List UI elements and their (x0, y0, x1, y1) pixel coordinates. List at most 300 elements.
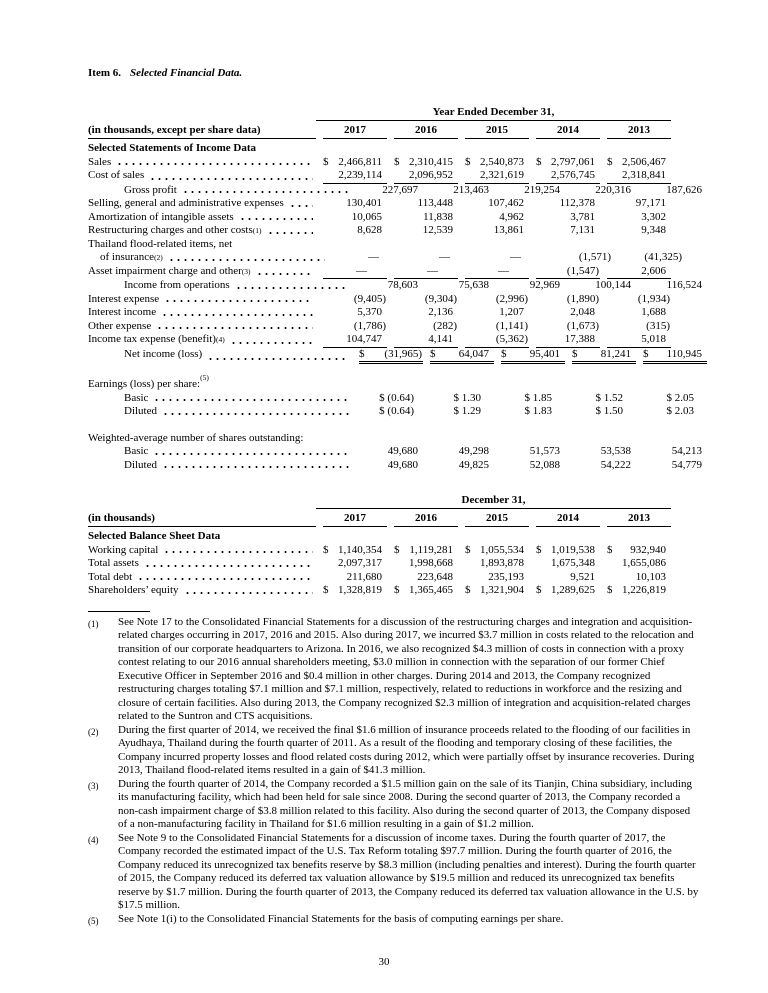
row-label: Total assets (88, 557, 139, 569)
cell-value: 9,348 (641, 224, 666, 236)
value-cell (430, 392, 494, 406)
cell-value: (1,890) (566, 292, 599, 305)
value-cell (572, 459, 636, 473)
row-label-cell: Income tax expense (benefit) (4) (88, 333, 316, 348)
cell-value: 2,239,114 (338, 169, 382, 181)
value-cell (607, 333, 671, 348)
value-cell (607, 557, 671, 571)
value-cell (548, 251, 612, 265)
cell-value: (9,405) (353, 292, 386, 305)
footnote-text: See Note 17 to the Consolidated Financial Statements for a discussion of the restructuring charges and integration and acquisition-related charges occurring in 2017, 2016 and 2015. Also during 2017, we incurred $3.7 million in costs related to the relocation and transition of our corporate headquarters to Arizona. In 2016, we also recognized $4.3 million of costs in connection with a proxy contest relating to our 2016 annual shareholders meeting, $3.0 million in connection with the separation of our former Chief Executive Officer in September 2016 and $0.4 million in other charges. During 2014 and 2013, the Company recognized restructuring charges totaling $7.1 million and $7.1 million, respectively, related to reductions in workforce and the resizing and closure of certain facilities. Also during 2013, the Company recognized $2.3 million of integration and acquisition-related charges related to the Suntron and CTS acquisitions. (118, 615, 694, 722)
value-cell (572, 405, 636, 419)
value-cell (607, 306, 671, 320)
cell-value: (5,362) (495, 333, 528, 345)
year-column-header: 2015 (465, 512, 529, 527)
cell-value: 112,378 (559, 197, 595, 209)
cell-value: 10,065 (351, 210, 382, 223)
table-row (88, 445, 702, 459)
balance-table-period-row (88, 494, 671, 509)
value-cell (323, 557, 387, 571)
row-label-cell (88, 584, 316, 598)
cell-value: 5,018 (641, 333, 666, 345)
value-cell (323, 224, 387, 238)
year-column-header: 2013 (607, 124, 671, 139)
income-table-body (88, 142, 702, 472)
value-cell (643, 445, 707, 459)
value-cell (323, 571, 387, 585)
cell-value: 7,131 (570, 224, 595, 236)
value-cell (643, 279, 707, 293)
value-cell (536, 156, 600, 170)
value-cell (394, 557, 458, 571)
cell-value: 220,316 (595, 183, 631, 196)
value-cell (359, 184, 423, 198)
table-row (88, 169, 671, 184)
footnote-number: (2) (88, 726, 99, 737)
dollar-sign: $ (323, 584, 329, 596)
value-cell (394, 333, 458, 348)
cell-value: 3,302 (641, 210, 666, 223)
row-label-cell (88, 184, 352, 198)
cell-value: $ 1.52 (595, 391, 623, 404)
dot-leader (267, 226, 313, 237)
dollar-sign: $ (501, 347, 507, 360)
cell-value: $ (0.64) (379, 391, 414, 404)
value-cell (394, 293, 458, 307)
row-label: Shareholders’ equity (88, 584, 179, 596)
dot-leader (239, 212, 313, 223)
table-row-spacer (88, 419, 671, 432)
balance-table-body (88, 530, 671, 598)
value-cell (477, 251, 541, 265)
row-label-cell (88, 571, 316, 585)
year-column-header: 2014 (536, 124, 600, 139)
footnote-item (88, 616, 700, 724)
value-cell (501, 279, 565, 293)
cell-value: (1,786) (353, 319, 386, 332)
value-cell (501, 459, 565, 473)
dot-leader (289, 199, 313, 210)
balance-table-year-row (88, 509, 671, 527)
value-cell (607, 584, 671, 598)
footnote-number: (3) (88, 780, 99, 791)
row-label: Restructuring charges and other costs (88, 224, 253, 236)
footnote-number: (5) (88, 915, 99, 926)
value-cell (607, 320, 671, 334)
value-cell (501, 184, 565, 198)
value-cell (607, 571, 671, 585)
row-label: Selected Balance Sheet Data (88, 530, 221, 542)
row-label: Working capital (88, 543, 159, 556)
value-cell (465, 224, 529, 238)
year-column-header: 2016 (394, 124, 458, 139)
table-row (88, 584, 671, 598)
year-column-header: 2013 (607, 512, 671, 527)
value-cell (643, 459, 707, 473)
value-cell (394, 320, 458, 334)
value-cell (323, 544, 387, 558)
dollar-sign: $ (572, 347, 578, 360)
table-row (88, 306, 671, 320)
cell-value: (9,304) (424, 292, 457, 305)
row-header: (in thousands) (88, 512, 316, 527)
value-cell (359, 279, 423, 293)
dollar-sign: $ (607, 155, 613, 168)
dot-leader (207, 352, 349, 363)
dot-leader (230, 336, 313, 347)
cell-value: 10,103 (635, 570, 666, 583)
value-cell (394, 156, 458, 170)
table-row (88, 197, 671, 211)
period-header: Year Ended December 31, (316, 106, 671, 121)
value-cell (501, 445, 565, 459)
cell-value: 9,521 (570, 570, 595, 583)
value-cell (643, 348, 707, 365)
dollar-sign: $ (607, 543, 613, 556)
value-cell (394, 584, 458, 598)
cell-value: 49,680 (387, 445, 418, 457)
footnote-text: See Note 9 to the Consolidated Financial Statements for a discussion of income taxes. During the fourth quarter of 2017, the Company recorded the estimated impact of the U.S. Tax Reform totaling $97.7 million. During the fourth quarter of 2016, the Company reduced its unrecognized tax benefits reserve by $8.3 million (including penalties and interest). During the fourth quarter of 2015, the Company reduced its deferred tax valuation allowance by $19.5 million and reduced its unrecognized tax benefits reserve by $1.7 million. During the fourth quarter of 2013, the Company reduced its deferred tax valuation allowance in the U.S. by $17.5 million. (118, 831, 699, 911)
dot-leader (116, 157, 313, 168)
value-cell (465, 306, 529, 320)
row-label-cell (88, 306, 316, 320)
year-column-header: 2016 (394, 512, 458, 527)
table-row (88, 293, 671, 307)
value-cell (465, 544, 529, 558)
cell-value: 54,222 (600, 458, 631, 471)
cell-value: 97,171 (635, 197, 666, 209)
value-cell (430, 445, 494, 459)
value-cell (394, 197, 458, 211)
row-label-cell (88, 405, 352, 419)
value-cell (465, 557, 529, 571)
cell-value: (31,965) (384, 347, 422, 360)
value-cell (323, 265, 387, 280)
row-label: Amortization of intangible assets (88, 210, 234, 223)
table-row (88, 333, 671, 348)
value-cell (465, 584, 529, 598)
cell-value: 2,321,619 (480, 169, 524, 181)
footnote-item (88, 724, 700, 778)
period-header: December 31, (316, 494, 671, 509)
cell-value: (1,571) (578, 251, 611, 263)
year-column-header: 2014 (536, 512, 600, 527)
cell-value: 932,940 (630, 543, 666, 556)
dot-leader (184, 586, 313, 597)
row-label-cell (88, 557, 316, 571)
value-cell (572, 445, 636, 459)
row-label: Weighted-average number of shares outstanding: (88, 431, 304, 444)
cell-value: 11,838 (423, 210, 453, 223)
cell-value: 53,538 (600, 445, 631, 457)
cell-value: 92,969 (529, 279, 560, 291)
row-label-cell: Restructuring charges and other costs (1) (88, 224, 316, 238)
cell-value: — (510, 251, 521, 263)
value-cell (394, 306, 458, 320)
dollar-sign: $ (323, 155, 329, 168)
cell-value: 95,401 (529, 347, 560, 360)
section-heading (88, 66, 700, 80)
row-label-cell (88, 211, 316, 225)
cell-value: 4,962 (499, 210, 524, 223)
cell-value: $ 1.83 (524, 405, 552, 417)
value-cell (536, 211, 600, 225)
dollar-sign: $ (643, 347, 649, 360)
table-row (88, 238, 671, 252)
row-label-cell (88, 169, 316, 184)
value-cell (323, 306, 387, 320)
row-label: Selected Statements of Income Data (88, 142, 257, 154)
table-row (88, 405, 694, 419)
value-cell (536, 293, 600, 307)
cell-value: 1,675,348 (551, 557, 595, 569)
cell-value: 81,241 (600, 347, 631, 360)
value-cell (430, 279, 494, 293)
cell-value: (2,996) (495, 292, 528, 305)
cell-value: (41,325) (644, 251, 682, 263)
table-row (88, 544, 671, 558)
row-label-cell: of insurance (2) (88, 251, 328, 265)
row-label-cell (88, 320, 316, 334)
dot-leader (182, 185, 349, 196)
table-row (88, 211, 671, 225)
value-cell (536, 584, 600, 598)
table-row (88, 571, 671, 585)
dollar-sign: $ (536, 543, 542, 556)
value-cell (430, 184, 494, 198)
value-cell (335, 251, 399, 265)
value-cell (394, 544, 458, 558)
cell-value: 2,576,745 (551, 169, 595, 181)
cell-value: 2,797,061 (551, 155, 595, 168)
cell-value: 1,328,819 (338, 584, 382, 596)
row-label-cell (88, 197, 316, 211)
footnote-number: (4) (88, 834, 99, 845)
table-row (88, 183, 702, 198)
cell-value: 75,638 (458, 279, 489, 291)
dollar-sign: $ (359, 347, 365, 360)
value-cell (536, 197, 600, 211)
value-cell (607, 156, 671, 170)
cell-value: 17,388 (564, 333, 595, 345)
cell-value: $ 1.50 (595, 405, 623, 417)
cell-value: 4,141 (428, 333, 453, 345)
row-label: Diluted (124, 458, 157, 471)
cell-value: 1,019,538 (551, 543, 595, 556)
dollar-sign: $ (465, 584, 471, 596)
row-label: of insurance (100, 251, 155, 263)
value-cell (607, 169, 671, 184)
row-label-cell: Asset impairment charge and other (3) (88, 265, 316, 280)
cell-value: 1,289,625 (551, 584, 595, 596)
dot-leader (153, 447, 349, 458)
cell-value: 219,254 (524, 183, 560, 196)
row-label: Interest expense (88, 292, 160, 305)
cell-value: 235,193 (488, 570, 524, 583)
value-cell (359, 405, 423, 419)
row-label-cell (88, 156, 316, 170)
dot-leader (156, 321, 313, 332)
cell-value: 54,779 (671, 458, 702, 471)
value-cell (323, 293, 387, 307)
table-row (88, 432, 671, 446)
value-cell (465, 293, 529, 307)
cell-value: 5,370 (357, 306, 382, 318)
value-cell (465, 320, 529, 334)
row-label-cell (88, 459, 352, 473)
cell-value: 2,096,952 (409, 169, 453, 181)
value-cell (607, 224, 671, 238)
cell-value: $ 2.03 (666, 405, 694, 417)
value-cell (359, 459, 423, 473)
value-cell (465, 197, 529, 211)
dollar-sign: $ (607, 584, 613, 596)
item-number: Item 6. (88, 67, 121, 79)
cell-value: 116,524 (666, 279, 702, 291)
row-label: Other expense (88, 319, 152, 332)
value-cell (536, 224, 600, 238)
dollar-sign: $ (536, 155, 542, 168)
table-row (88, 557, 671, 571)
value-cell (536, 557, 600, 571)
cell-value: $ 2.05 (666, 391, 694, 404)
value-cell (323, 169, 387, 184)
value-cell (572, 279, 636, 293)
cell-value: 2,136 (428, 306, 453, 318)
value-cell (359, 392, 423, 406)
value-cell (536, 544, 600, 558)
cell-value: 2,318,841 (622, 169, 666, 181)
item-title: Selected Financial Data. (130, 67, 243, 79)
dot-leader (161, 308, 313, 319)
dot-leader (164, 294, 313, 305)
cell-value: 8,628 (357, 224, 382, 236)
value-cell (536, 320, 600, 334)
footnote-text: See Note 1(i) to the Consolidated Financial Statements for the basis of computing earnings per share. (118, 912, 564, 925)
value-cell (572, 184, 636, 198)
cell-value: 107,462 (488, 197, 524, 209)
cell-value: 130,401 (346, 197, 382, 209)
dollar-sign: $ (394, 543, 400, 556)
value-cell (394, 211, 458, 225)
cell-value: 213,463 (453, 183, 489, 196)
income-statement-table (88, 106, 702, 472)
table-row (88, 373, 671, 392)
footnote-divider (88, 611, 150, 612)
cell-value: 1,893,878 (480, 557, 524, 569)
value-cell (536, 306, 600, 320)
footnote-item (88, 778, 700, 832)
value-cell (607, 265, 671, 280)
table-row-spacer (88, 364, 671, 378)
cell-value: 49,825 (458, 458, 489, 471)
value-cell (536, 571, 600, 585)
value-cell (465, 156, 529, 170)
dot-leader (168, 253, 325, 264)
cell-value: (1,141) (495, 319, 528, 332)
value-cell (323, 584, 387, 598)
cell-value: (315) (646, 319, 670, 332)
value-cell (394, 265, 458, 280)
dot-leader (235, 281, 349, 292)
cell-value: — (439, 251, 450, 263)
cell-value: — (498, 264, 509, 277)
value-cell (323, 197, 387, 211)
dot-leader (162, 460, 349, 471)
cell-value: $ (0.64) (379, 405, 414, 417)
value-cell (643, 405, 707, 419)
value-cell (536, 169, 600, 184)
value-cell (394, 224, 458, 238)
row-header: (in thousands, except per share data) (88, 124, 316, 139)
row-label: Total debt (88, 570, 133, 583)
value-cell (643, 184, 707, 198)
row-label: Earnings (loss) per share: (88, 378, 201, 390)
dot-leader (256, 267, 314, 278)
footnote-number: (1) (88, 618, 99, 629)
income-table-period-row (88, 106, 671, 121)
row-label-cell (88, 392, 352, 406)
cell-value: (282) (433, 319, 457, 332)
value-cell (607, 293, 671, 307)
cell-value: 1,998,668 (409, 557, 453, 569)
row-label: Cost of sales (88, 169, 145, 181)
value-cell (465, 265, 529, 280)
dollar-sign: $ (323, 543, 329, 556)
cell-value: — (427, 264, 438, 277)
value-cell (323, 320, 387, 334)
footnote-text: During the fourth quarter of 2014, the Company recorded a $1.5 million gain on the sale of its Tianjin, China subsidiary, including its manufacturing facility, which had been held for sale since 2008. During the second quarter of 2013, the Company recorded a non-cash impairment charge of $3.8 million related to this facility. Also during the second quarter of 2013, the Company disposed of a non-manufacturing facility in Thailand for $1.6 million resulting in a gain of $1.2 million. (118, 777, 692, 830)
cell-value: (1,547) (566, 264, 599, 277)
cell-value: 12,539 (422, 224, 453, 236)
table-row (88, 251, 682, 265)
cell-value: 2,097,317 (338, 557, 382, 569)
cell-value: 1,226,819 (622, 584, 666, 596)
cell-value: 211,680 (346, 570, 382, 583)
footnote-item (88, 913, 700, 929)
cell-value: 113,448 (417, 197, 453, 209)
cell-value: 2,048 (570, 306, 595, 318)
value-cell (465, 211, 529, 225)
value-cell (323, 333, 387, 348)
footnote-text: During the first quarter of 2014, we received the final $1.6 million of insurance proceeds related to the flooding of our facilities in Ayudhaya, Thailand during the fourth quarter of 2011. As a result of the flooding and temporary closing of these facilities, the Company incurred property losses and flood related costs during 2012, which were partially offset by insurance recoveries. During 2013, Thailand flood-related items resulted in a gain of $41.3 million. (118, 723, 695, 776)
cell-value: 1,207 (499, 306, 524, 318)
cell-value: 1,688 (641, 306, 666, 318)
year-column-header: 2017 (323, 512, 387, 527)
dollar-sign: $ (394, 155, 400, 168)
value-cell (465, 333, 529, 348)
cell-value: 52,088 (529, 458, 560, 471)
table-row (88, 224, 671, 238)
cell-value: 227,697 (382, 183, 418, 196)
cell-value: 78,603 (387, 279, 418, 291)
dollar-sign: $ (394, 584, 400, 596)
balance-sheet-table (88, 494, 671, 598)
footnotes-list (88, 616, 700, 929)
value-cell (465, 169, 529, 184)
cell-value: 51,573 (529, 445, 560, 457)
dollar-sign: $ (465, 543, 471, 556)
cell-value: 187,626 (666, 183, 702, 196)
row-label-cell (88, 348, 352, 365)
year-column-header: 2017 (323, 124, 387, 139)
row-label: Income from operations (124, 279, 230, 291)
cell-value: 1,655,086 (622, 557, 666, 569)
dollar-sign: $ (430, 347, 436, 360)
table-row (88, 458, 702, 473)
dot-leader (162, 407, 349, 418)
cell-value: 1,140,354 (338, 543, 382, 556)
